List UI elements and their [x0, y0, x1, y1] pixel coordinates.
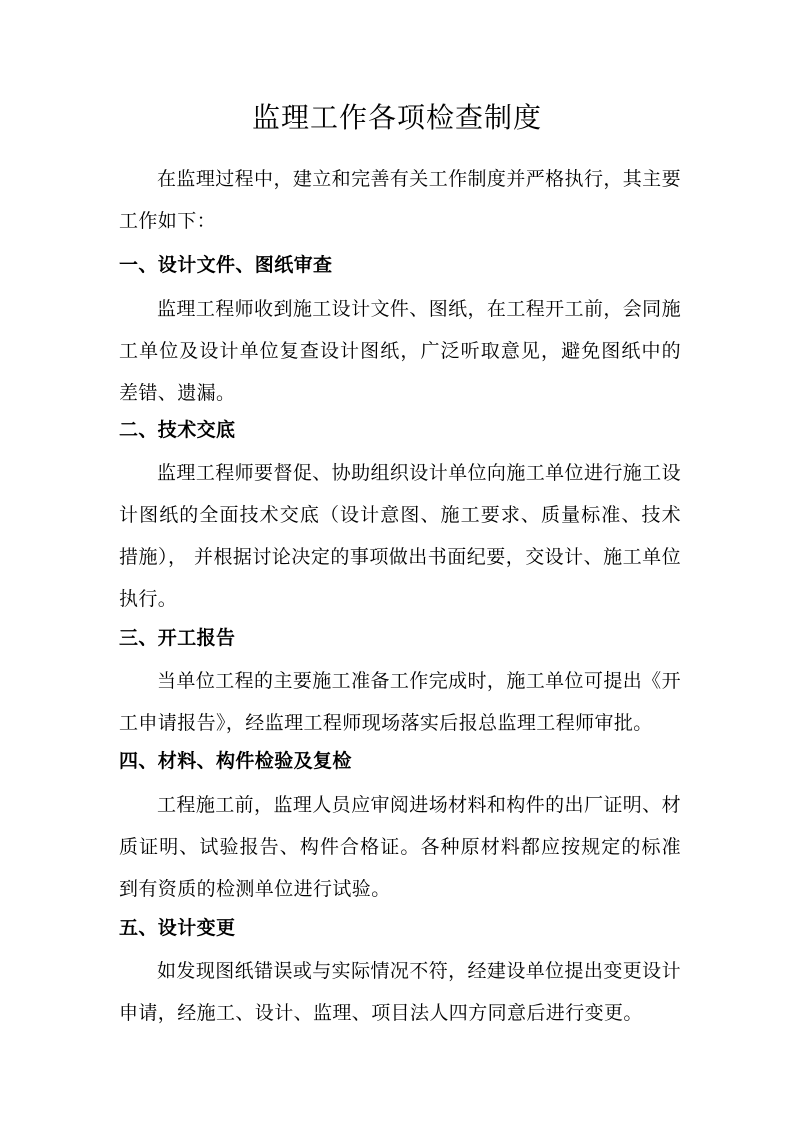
- page-title: 监理工作各项检查制度: [251, 101, 542, 134]
- section-4-body: 工程施工前，监理人员应审阅进场材料和构件的出厂证明、材质证明、试验报告、构件合格证。各种原材料都应按规定的标准到有资质的检测单位进行试验。: [119, 794, 681, 900]
- section-3-body: 当单位工程的主要施工准备工作完成时，施工单位可提出《开工申请报告》，经监理工程师现场落实后报总监理工程师审批。: [119, 670, 681, 734]
- section-2-heading: 二、技术交底: [119, 419, 236, 441]
- section-5-body: 如发现图纸错误或与实际情况不符，经建设单位提出变更设计申请，经施工、设计、监理、项目法人四方同意后进行变更。: [119, 960, 681, 1024]
- section-2-body: 监理工程师要督促、协助组织设计单位向施工单位进行施工设计图纸的全面技术交底（设计意图、施工要求、质量标准、技术措施）， 并根据讨论决定的事项做出书面纪要，交设计、施工单位执行。: [119, 462, 681, 610]
- section-1-heading: 一、设计文件、图纸审查: [119, 254, 333, 276]
- section-5-heading: 五、设计变更: [119, 917, 236, 939]
- section-4-heading: 四、材料、构件检验及复检: [119, 750, 352, 772]
- section-1-body: 监理工程师收到施工设计文件、图纸，在工程开工前，会同施工单位及设计单位复查设计图纸，广泛听取意见，避免图纸中的差错、遗漏。: [119, 298, 681, 404]
- section-3-heading: 三、开工报告: [119, 627, 236, 649]
- intro-paragraph: 在监理过程中，建立和完善有关工作制度并严格执行，其主要工作如下：: [119, 168, 681, 232]
